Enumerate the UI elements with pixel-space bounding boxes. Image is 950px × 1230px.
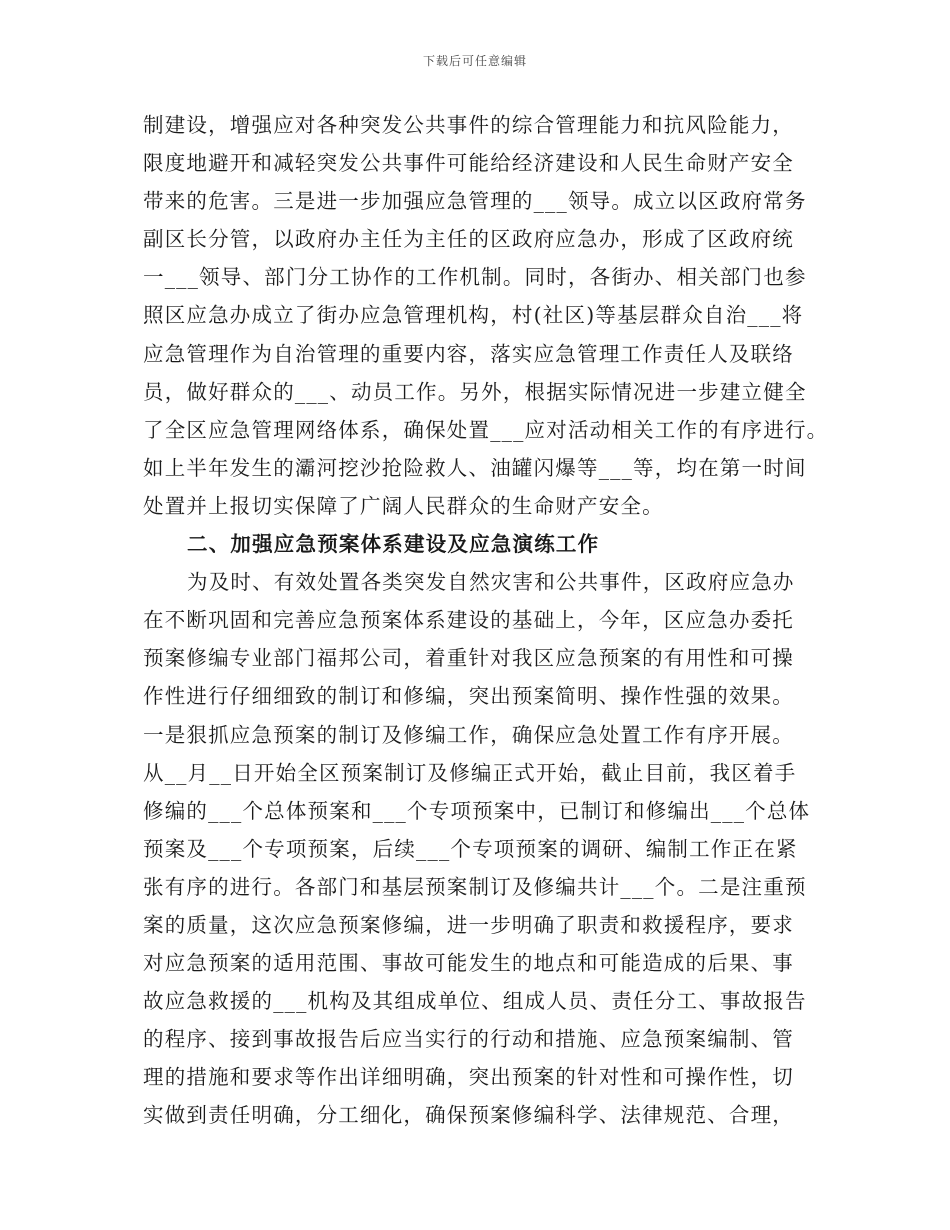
paragraph-line: 的程序、接到事故报告后应当实行的行动和措施、应急预案编制、管 bbox=[143, 1027, 794, 1052]
paragraph-line: 员，做好群众的___、动员工作。另外，根据实际情况进一步建立健全 bbox=[143, 379, 807, 404]
paragraph-line: 从__月__日开始全区预案制订及修编正式开始，截止目前，我区着手 bbox=[143, 760, 797, 785]
paragraph-first-line: 为及时、有效处置各类突发自然灾害和公共事件，区政府应急办 bbox=[187, 570, 795, 595]
paragraph-line: 如上半年发生的灞河挖沙抢险救人、油罐闪爆等___等，均在第一时间 bbox=[143, 455, 807, 480]
paragraph-line: 张有序的进行。各部门和基层预案制订及修编共计___个。二是注重预 bbox=[143, 874, 807, 899]
paragraph-line: 一是狠抓应急预案的制订及修编工作，确保应急处置工作有序开展。 bbox=[143, 722, 794, 747]
page-header-note: 下载后可任意编辑 bbox=[422, 54, 527, 68]
paragraph-line: 带来的危害。三是进一步加强应急管理的___领导。成立以区政府常务 bbox=[143, 189, 807, 214]
paragraph-line: 照区应急办成立了街办应急管理机构，村(社区)等基层群众自治___将 bbox=[143, 303, 804, 328]
paragraph-line: 制建设，增强应对各种突发公共事件的综合管理能力和抗风险能力， bbox=[143, 113, 794, 137]
paragraph-line: 在不断巩固和完善应急预案体系建设的基础上，今年，区应急办委托 bbox=[143, 608, 794, 633]
document-body bbox=[143, 106, 829, 1135]
paragraph-line: 对应急预案的适用范围、事故可能发生的地点和可能造成的后果、事 bbox=[143, 951, 794, 976]
paragraph-line: 一___领导、部门分工协作的工作机制。同时，各街办、相关部门也参 bbox=[143, 265, 807, 290]
paragraph-line: 作性进行仔细细致的制订和修编，突出预案简明、操作性强的效果。 bbox=[143, 684, 794, 709]
paragraph-line: 应急管理作为自治管理的重要内容，落实应急管理工作责任人及联络 bbox=[143, 341, 794, 366]
paragraph-line: 理的措施和要求等作出详细明确，突出预案的针对性和可操作性，切 bbox=[143, 1065, 794, 1090]
paragraph-line: 实做到责任明确，分工细化，确保预案修编科学、法律规范、合理， bbox=[143, 1103, 794, 1128]
paragraph-line: 修编的___个总体预案和___个专项预案中，已制订和修编出___个总体 bbox=[143, 798, 811, 823]
paragraph-line: 限度地避开和减轻突发公共事件可能给经济建设和人民生命财产安全 bbox=[143, 151, 794, 176]
paragraph-line: 预案及___个专项预案，后续___个专项预案的调研、编制工作正在紧 bbox=[143, 836, 798, 861]
paragraph-line: 故应急救援的___机构及其组成单位、组成人员、责任分工、事故报告 bbox=[143, 989, 807, 1014]
paragraph-line: 处置并上报切实保障了广阔人民群众的生命财产安全。 bbox=[143, 493, 664, 518]
paragraph-line: 了全区应急管理网络体系，确保处置___应对活动相关工作的有序进行。 bbox=[143, 417, 829, 442]
section-heading: 二、加强应急预案体系建设及应急演练工作 bbox=[187, 532, 600, 557]
paragraph-line: 案的质量，这次应急预案修编，进一步明确了职责和救援程序，要求 bbox=[143, 912, 794, 937]
paragraph-line: 副区长分管，以政府办主任为主任的区政府应急办，形成了区政府统 bbox=[143, 227, 794, 252]
paragraph-line: 预案修编专业部门福邦公司，着重针对我区应急预案的有用性和可操 bbox=[143, 646, 794, 671]
